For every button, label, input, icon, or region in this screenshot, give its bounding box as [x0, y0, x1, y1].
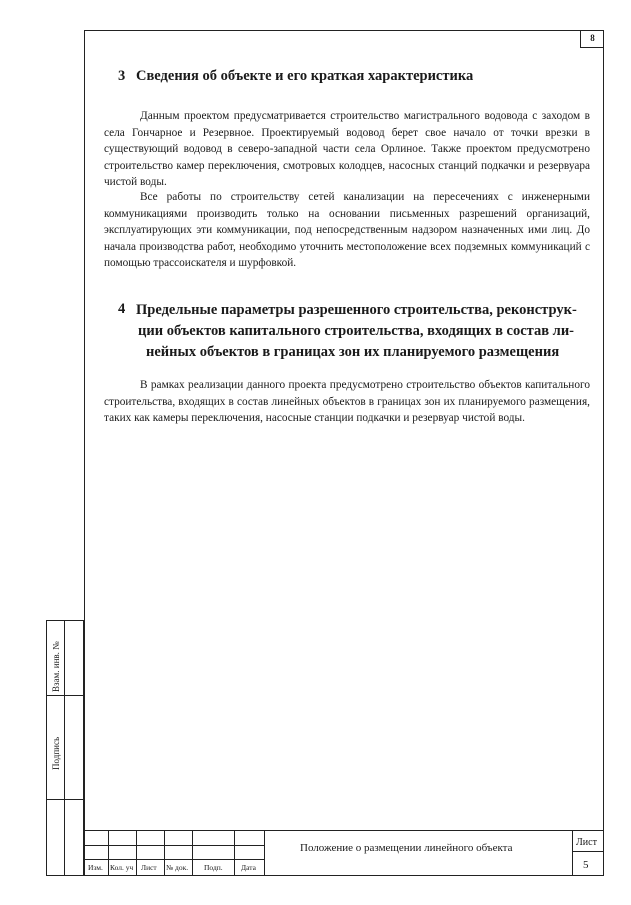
section3-title: Сведения об объекте и его краткая характеристика [136, 68, 474, 84]
section4-title [136, 300, 606, 363]
col-nom-dok: № док. [166, 863, 189, 872]
side-label-podpis: Подпись [51, 736, 61, 770]
section4-title-line1: Предельные параметры разрешенного строительства, реконструк- [136, 302, 577, 318]
side-strip [46, 620, 84, 876]
section4-number: 4 [118, 301, 126, 317]
side-cell-zam-value [64, 620, 84, 696]
title-block-col-line [108, 831, 109, 876]
side-cell-empty-value [64, 799, 84, 876]
col-data: Дата [241, 863, 256, 872]
sheet-number: 5 [583, 859, 589, 871]
document-title: Положение о размещении линейного объекта [300, 842, 513, 854]
title-block-col-line [136, 831, 137, 876]
side-cell-empty [46, 799, 65, 876]
title-block-col-line [572, 831, 573, 876]
section3-number: 3 [118, 68, 126, 84]
section3-paragraph-1: Данным проектом предусматривается строительство магистрального водовода с заходом в села Гончарное и Резервное. Проектируемый водовод берет свое начало от точки врезки в существующий водовод в северо-западной части села Орлиное. Также проектом предусмотрено строительство камер переключения, смотровых колодцев, насосных станций подкачки и резервуара чистой воды. [104, 110, 590, 188]
title-block-col-line [264, 831, 265, 876]
title-block-col-line [192, 831, 193, 876]
col-izm: Изм. [88, 863, 103, 872]
side-cell-podpis-value [64, 695, 84, 800]
col-kol-uch: Кол. уч [110, 863, 134, 872]
title-block-row-line [84, 845, 264, 846]
page-corner-number: 8 [580, 30, 604, 48]
side-label-zam-inv: Взам. инв. № [51, 641, 61, 692]
col-list: Лист [141, 863, 157, 872]
title-block-row-line [572, 851, 604, 852]
title-block-col-line [234, 831, 235, 876]
section4-title-line2: ции объектов капитального строительства, входящих в состав ли- [138, 323, 574, 339]
title-block [84, 830, 604, 876]
section3-paragraph-2: Все работы по строительству сетей канализации на пересечениях с инженерными коммуникациями производить только на основании письменных разрешений организаций, эксплуатирующих эти коммуникации, под непосредственным надзором назначенных ими лиц. До начала производства работ, необходимо уточнить местоположение всех подземных коммуникаций с помощью трассоискателя и шурфовкой. [104, 191, 590, 269]
section4-paragraph-1: В рамках реализации данного проекта предусмотрено строительство объектов капитального строительства, входящих в состав линейных объектов в границах зон их планируемого размещения, таких как камеры переключения, насосные станции подкачки и резервуар чистой воды. [104, 379, 590, 424]
col-podp: Подп. [204, 863, 223, 872]
title-block-col-line [164, 831, 165, 876]
sheet-label: Лист [576, 837, 597, 848]
section4-title-line3: нейных объектов в границах зон их планируемого размещения [146, 344, 560, 360]
title-block-row-line [84, 859, 264, 860]
